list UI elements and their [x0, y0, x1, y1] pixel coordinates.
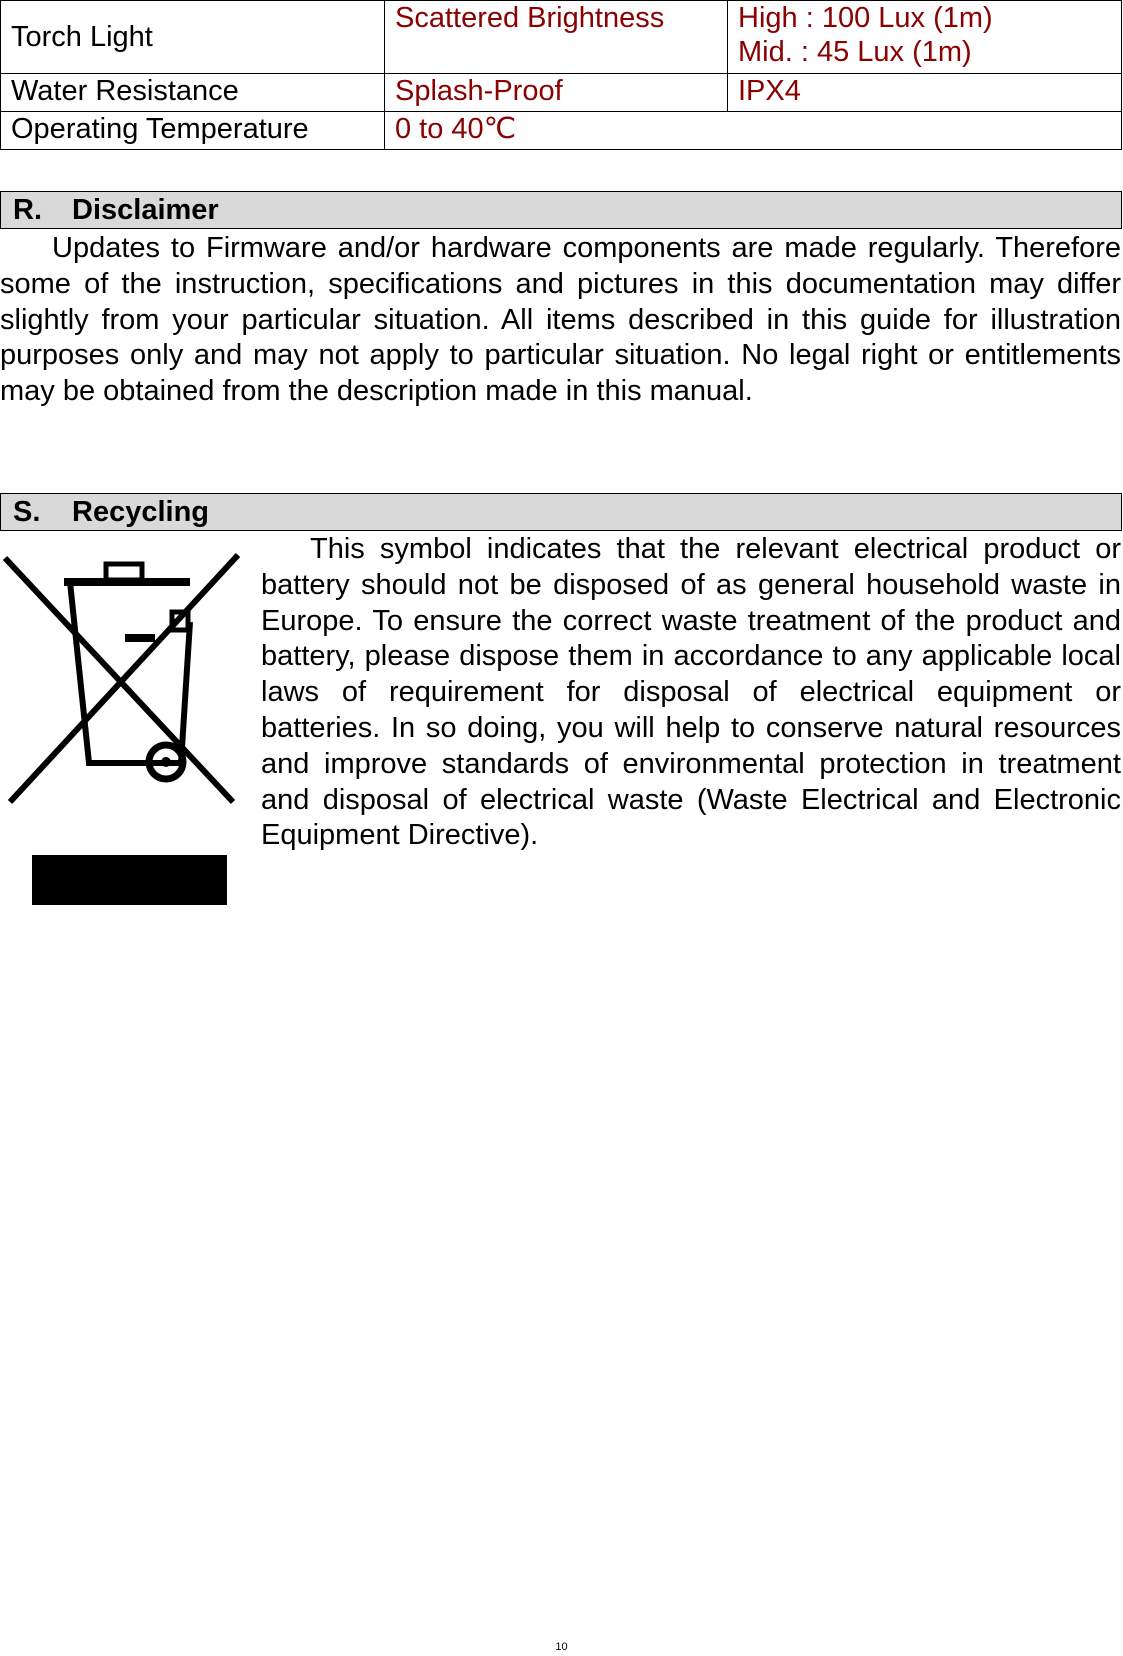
spec-detail-line: IPX4: [738, 75, 801, 107]
spec-label: Water Resistance: [1, 74, 385, 112]
spec-value: 0 to 40℃: [385, 112, 1122, 150]
section-header-disclaimer: [0, 191, 1122, 229]
spec-label: Torch Light: [1, 1, 385, 74]
spec-table: [0, 0, 1122, 150]
spec-value: Splash-Proof: [385, 74, 728, 112]
section-number: R.: [13, 194, 42, 226]
section-title: Disclaimer: [72, 194, 219, 226]
page-number: 10: [555, 1641, 568, 1653]
spec-detail: [728, 74, 1122, 112]
table-row: [1, 74, 1122, 112]
section-title: Recycling: [72, 496, 209, 528]
spec-detail-line: High : 100 Lux (1m): [738, 2, 993, 34]
spec-detail: [728, 1, 1122, 74]
table-row: [1, 1, 1122, 74]
table-row: [1, 112, 1122, 150]
section-number: S.: [13, 496, 41, 528]
spec-value: Scattered Brightness: [385, 1, 728, 74]
spec-label: Operating Temperature: [1, 112, 385, 150]
section-header-recycling: [0, 493, 1122, 531]
disclaimer-text: Updates to Firmware and/or hardware components are made regularly. Therefore some of the instruction, specifications and pictures in this documentation may differ slightly from your particular situation. All items described in this guide for illustration purposes only and may not apply to particular situation. No legal right or entitlements may be obtained from the description made in this manual.: [0, 232, 1121, 408]
weee-crossed-bin-icon: [0, 550, 245, 908]
recycling-text: This symbol indicates that the relevant electrical product or battery should not be disposed of as general household waste in Europe. To ensure the correct waste treatment of the product and battery, please dispose them in accordance to any applicable local laws of requirement for disposal of electrical equipment or batteries. In so doing, you will help to conserve natural resources and improve standards of environmental protection in treatment and disposal of electrical waste (Waste Electrical and Electronic Equipment Directive).: [261, 533, 1121, 852]
spec-detail-line: Mid. : 45 Lux (1m): [738, 36, 972, 68]
